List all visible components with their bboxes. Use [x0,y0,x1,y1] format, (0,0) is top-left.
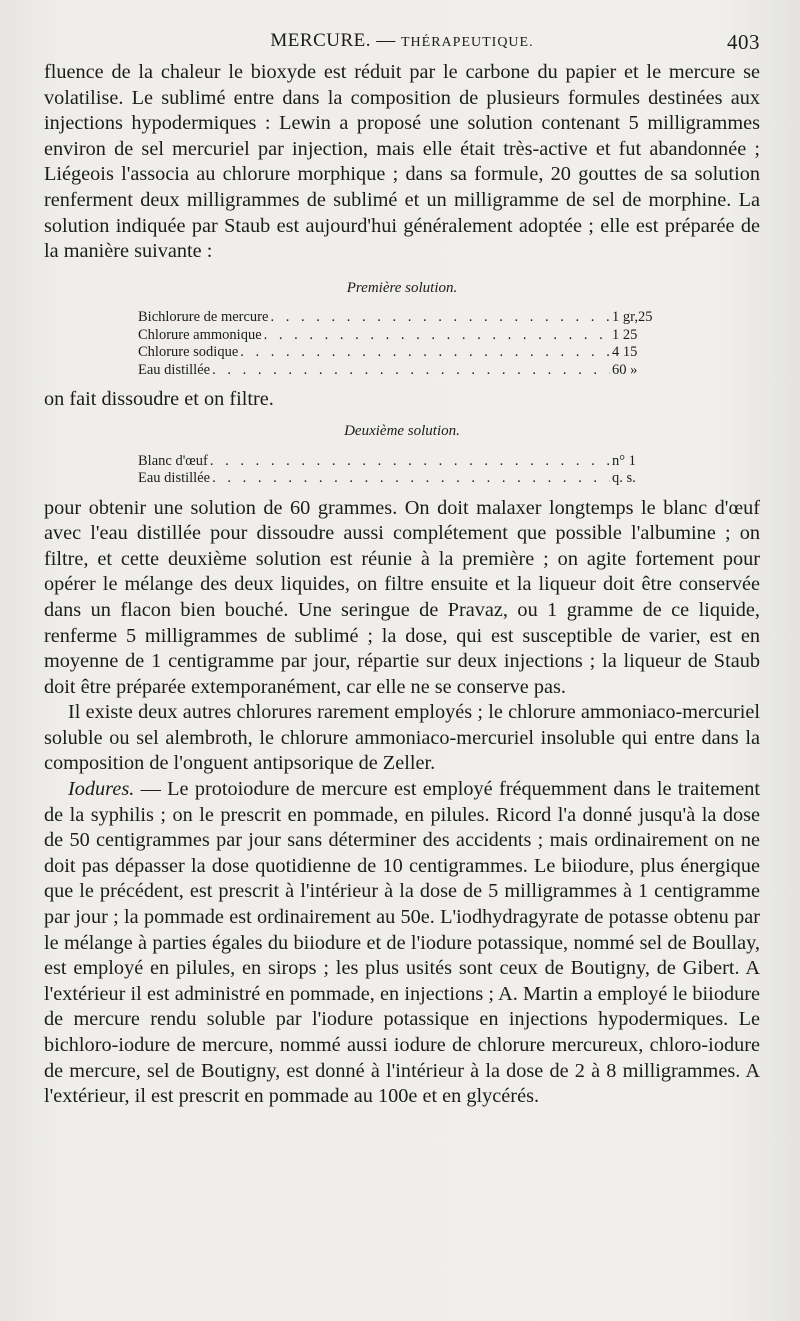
ingredient-qty: 4 15 [612,344,638,361]
paragraph-2: pour obtenir une solution de 60 grammes. On doit malaxer longtemps le blanc d'œuf avec l'eau distillée pour dissoudre aussi complétement que possible l'albumine ; on filtre, et cette deuxième solution est réunie à la première ; on agite fortement pour opérer le mélange des deux liquides, on filtre ensuite et la liqueur doit être conservée dans un flacon bien bouché. Une seringue de Pravaz, ou 1 gramme de ce liquide, renferme 5 milligrammes de sublimé ; la dose, qui est susceptible de varier, est en moyenne de 1 centigramme par jour, répartie sur deux injections ; la liqueur de Staub doit être préparée extemporanément, car elle ne se conserve pas. [44,496,760,698]
paragraph-4 [44,777,760,1110]
header-title-main: MERCURE. — [270,30,396,51]
leader-dots [210,453,610,471]
ingredient-name: Bichlorure de mercure [138,309,269,326]
paragraph-3: Il existe deux autres chlorures rarement employés ; le chlorure ammoniaco-mercuriel soluble ou sel alembroth, le chlorure ammoniaco-mercuriel insoluble qui entre dans la composition de l'onguent antipsorique de Zeller. [44,701,760,775]
ingredient-qty: 60 » [612,361,638,378]
body-text [44,60,760,1110]
leader-dots [264,327,610,345]
recipe-2-row [138,453,664,471]
ingredient-qty: q. s. [612,470,636,487]
leader-dots [270,309,610,327]
ingredient-name: Eau distillée [138,361,211,378]
leader-dots [240,344,610,362]
ingredient-name: Chlorure ammonique [138,326,262,343]
recipe-1 [138,309,664,379]
leader-dots [212,362,610,380]
recipe-2 [138,453,664,488]
recipe-2-title: Deuxième solution. [344,422,460,439]
leader-dots [212,470,610,488]
recipe-1-title: Première solution. [346,279,458,296]
instruction-line: on fait dissoudre et on filtre. [44,388,274,411]
header-title-sub: THÉRAPEUTIQUE. [401,35,534,50]
recipe-1-row [138,327,664,345]
paragraph-4-text: — Le protoiodure de mercure est employé fréquemment dans le traitement de la syphilis ; on le prescrit en pommade, en pilules. Ricord l'a donné jusqu'à la dose de 50 centigrammes par jour sans déterminer des accidents ; mais ordinairement on ne doit pas dépasser la dose quotidienne de 10 centigrammes. Le biiodure, plus énergique que le précédent, est prescrit à l'intérieur à la dose de 5 milligrammes à 1 centigramme par jour ; la pommade est ordinairement au 50e. L'iodhydragyrate de potasse obtenu par le mélange à parties égales du biiodure et de l'iodure potassique, nommé sel de Boullay, est employé en pilules, en sirops ; les plus usités sont ceux de Boutigny, de Gibert. A l'extérieur il est administré en pommade, en injections ; A. Martin a employé le biiodure de mercure rendu soluble par l'iodure potassique en injections hypodermiques. Le bichloro-iodure de mercure, nommé aussi iodure de chlorure mercureux, chloro-iodure de mercure, sel de Boutigny, est donné à l'intérieur à la dose de 2 à 8 milligrammes. A l'extérieur, il est prescrit en pommade au 100e et en glycérés. [44,778,760,1108]
ingredient-qty: 1 gr,25 [612,309,653,326]
paragraph-1: fluence de la chaleur le bioxyde est réduit par le carbone du papier et le mercure se volatilise. Le sublimé entre dans la composition de plusieurs formules destinées aux injections hypodermiques : Lewin a proposé une solution contenant 5 milligrammes environ de sel mercuriel par injection, mais elle était très-active et fut abandonnée ; Liégeois l'associa au chlorure morphique ; dans sa formule, 20 gouttes de sa solution renferment deux milligrammes de sublimé et un milligramme de sel de morphine. La solution indiquée par Staub est aujourd'hui généralement adoptée ; elle est préparée de la manière suivante : [44,61,760,263]
ingredient-name: Eau distillée [138,470,211,487]
header-title [270,30,533,52]
recipe-1-row [138,309,664,327]
recipe-2-row [138,470,664,488]
page-number: 403 [727,30,760,54]
ingredient-name: Chlorure sodique [138,344,239,361]
running-header [44,30,760,60]
ingredient-qty: 1 25 [612,326,638,343]
recipe-1-row [138,344,664,362]
ingredient-name: Blanc d'œuf [138,452,208,469]
recipe-1-row [138,362,664,380]
section-lead-iodures: Iodures. [68,778,135,801]
ingredient-qty: n° 1 [612,452,636,469]
